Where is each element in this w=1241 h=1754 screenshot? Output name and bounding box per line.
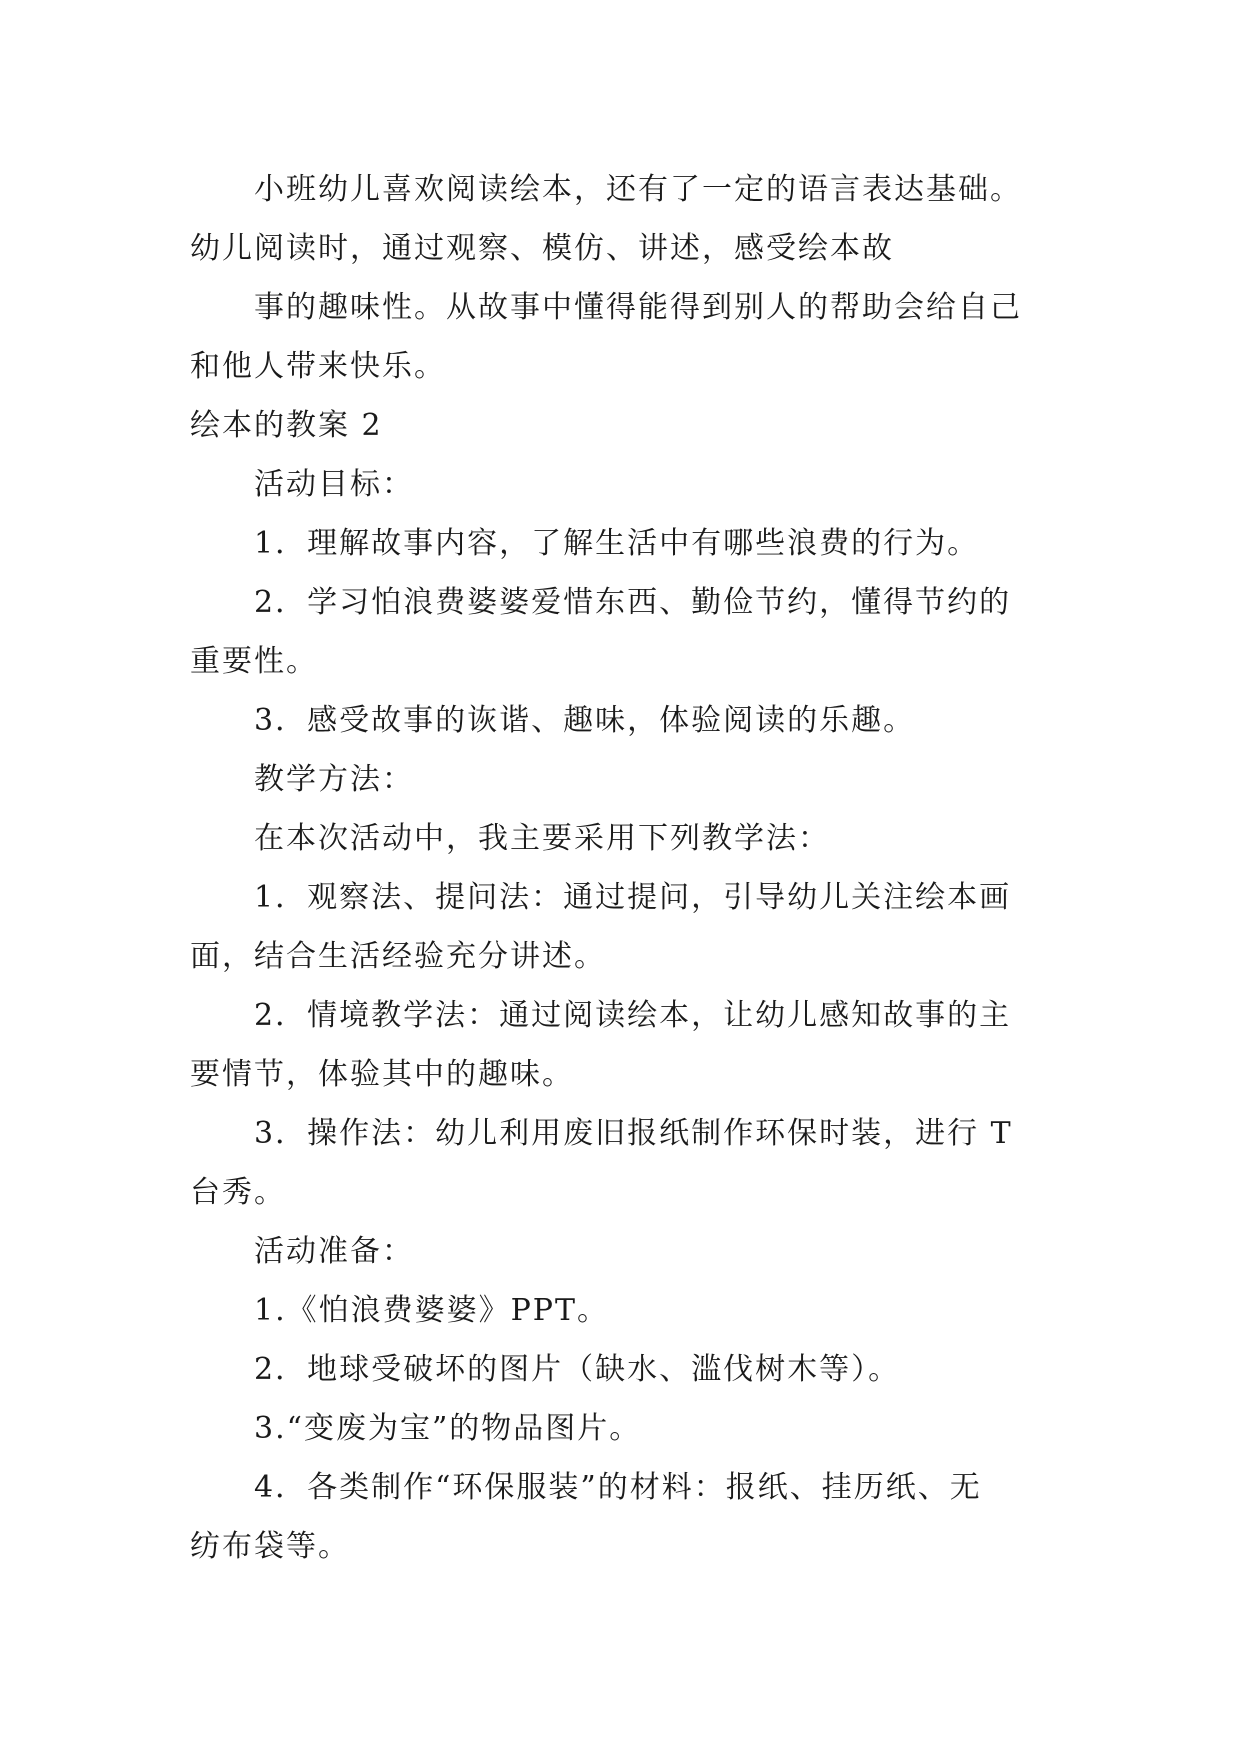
paragraph-line: 幼儿阅读时，通过观察、模仿、讲述，感受绘本故 <box>190 231 894 266</box>
paragraph-line: 在本次活动中，我主要采用下列教学法： <box>254 821 830 856</box>
list-item-continuation: 台秀。 <box>190 1175 286 1210</box>
list-item-continuation: 重要性。 <box>190 644 318 679</box>
paragraph-line: 事的趣味性。从故事中懂得能得到别人的帮助会给自己 <box>254 290 1022 325</box>
list-item: 1.《怕浪费婆婆》PPT。 <box>254 1293 610 1328</box>
list-item: 2．地球受破坏的图片（缺水、滥伐树木等）。 <box>254 1352 901 1387</box>
list-item-continuation: 面，结合生活经验充分讲述。 <box>190 939 606 974</box>
paragraph-line: 小班幼儿喜欢阅读绘本，还有了一定的语言表达基础。 <box>254 172 1022 207</box>
list-item: 3．感受故事的诙谐、趣味，体验阅读的乐趣。 <box>254 703 916 738</box>
subheading-teaching-methods: 教学方法： <box>254 762 414 797</box>
paragraph-line: 和他人带来快乐。 <box>190 349 446 384</box>
list-item: 2．情境教学法：通过阅读绘本，让幼儿感知故事的主 <box>254 998 1012 1033</box>
subheading-activity-goals: 活动目标： <box>254 467 414 502</box>
list-item-continuation: 要情节，体验其中的趣味。 <box>190 1057 574 1092</box>
list-item: 3.“变废为宝”的物品图片。 <box>254 1411 642 1446</box>
list-item: 1．观察法、提问法：通过提问，引导幼儿关注绘本画 <box>254 880 1012 915</box>
document-page <box>190 160 1052 1576</box>
section-heading: 绘本的教案 2 <box>190 408 383 443</box>
list-item: 4．各类制作“环保服装”的材料：报纸、挂历纸、无 <box>254 1470 982 1505</box>
list-item-continuation: 纺布袋等。 <box>190 1529 350 1564</box>
list-item: 1．理解故事内容，了解生活中有哪些浪费的行为。 <box>254 526 980 561</box>
list-item: 3．操作法：幼儿利用废旧报纸制作环保时装，进行 T <box>254 1116 1013 1151</box>
list-item: 2．学习怕浪费婆婆爱惜东西、勤俭节约，懂得节约的 <box>254 585 1012 620</box>
subheading-activity-preparation: 活动准备： <box>254 1234 414 1269</box>
